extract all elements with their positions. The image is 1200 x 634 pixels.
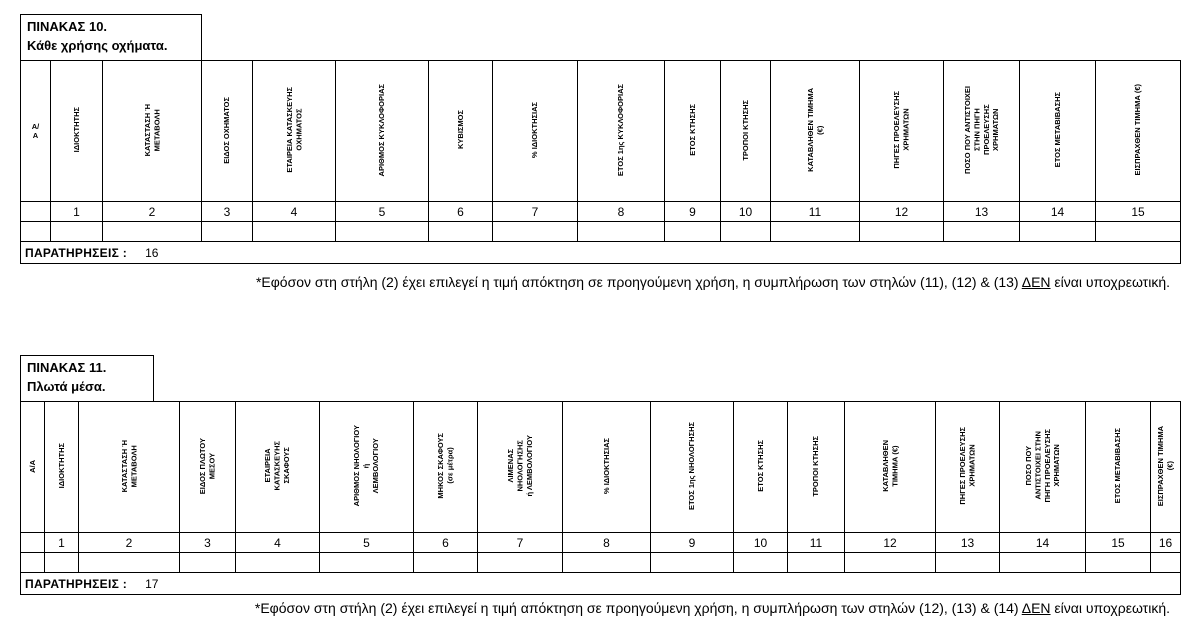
- col-price-received-label: ΕΙΣΠΡΑΧΘΕΝ ΤΙΜΗΜΑ (€): [1156, 425, 1175, 507]
- col-number: 2: [79, 533, 180, 553]
- col-displacement-label: ΚΥΒΙΣΜΟΣ: [455, 110, 465, 150]
- col-number: 3: [202, 202, 253, 222]
- col-vessel-length: [414, 402, 478, 533]
- col-number: 8: [578, 202, 665, 222]
- col-acquisition-year: [665, 61, 721, 202]
- col-transfer-year: [1020, 61, 1096, 202]
- col-ownership-pct: [563, 402, 651, 533]
- col-registry-port: [478, 402, 563, 533]
- table11-entry-row[interactable]: [21, 553, 1181, 573]
- table11-subheading: Πλωτά μέσα.: [27, 379, 106, 394]
- table11-heading: ΠΙΝΑΚΑΣ 11.: [27, 360, 107, 375]
- col-registration-number-label: ΑΡΙΘΜΟΣ ΚΥΚΛΟΦΟΡΙΑΣ: [377, 83, 387, 177]
- col-amount-per-source: [944, 61, 1020, 202]
- entry-cell[interactable]: [1151, 553, 1181, 573]
- col-amount-per-source-label: ΠΟΣΟ ΠΟΥ ΑΝΤΙΣΤΟΙΧΕΙ ΣΤΗΝ ΠΗΓΗ ΠΡΟΕΛΕΥΣΗΣ ΧΡΗΜΑΤΩΝ: [1023, 429, 1061, 503]
- col-acquisition-year: [734, 402, 788, 533]
- col-number: 5: [336, 202, 429, 222]
- entry-cell[interactable]: [734, 553, 788, 573]
- col-price-paid-label: ΚΑΤΑΒΛΗΘΕΝ ΤΙΜΗΜΑ (€): [880, 440, 899, 492]
- col-number: 11: [788, 533, 845, 553]
- remarks-number: 16: [145, 245, 159, 260]
- entry-cell[interactable]: [1020, 222, 1096, 242]
- col-shipbuilder-label: ΕΤΑΙΡΕΙΑ ΚΑΤΑΣΚΕΥΗΣ ΣΚΑΦΟΥΣ: [263, 441, 292, 491]
- col-acquisition-method-label: ΤΡΟΠΟΙ ΚΤΗΣΗΣ: [811, 435, 821, 497]
- col-displacement: [429, 61, 493, 202]
- footnote-text: *Εφόσον στη στήλη (2) έχει επιλεγεί η τιμή απόκτηση σε προηγούμενη χρήση, η συμπλήρωση των στηλών (11), (12) & (13): [255, 274, 1022, 290]
- col-registry-number: [320, 402, 414, 533]
- col-number: 9: [651, 533, 734, 553]
- col-number: 13: [936, 533, 1000, 553]
- table11-footnote: [255, 600, 1170, 616]
- col-status: [79, 402, 180, 533]
- col-aa: [21, 61, 51, 202]
- col-funds-source: [936, 402, 1000, 533]
- col-number: 15: [1096, 202, 1181, 222]
- remarks-number: 17: [145, 576, 159, 591]
- col-amount-per-source-label: ΠΟΣΟ ΠΟΥ ΑΝΤΙΣΤΟΙΧΕΙ ΣΤΗΝ ΠΗΓΗ ΠΡΟΕΛΕΥΣΗΣ ΧΡΗΜΑΤΩΝ: [962, 86, 1000, 174]
- col-number: 16: [1151, 533, 1181, 553]
- entry-cell[interactable]: [1086, 553, 1151, 573]
- entry-cell[interactable]: [771, 222, 860, 242]
- col-number: 14: [1000, 533, 1086, 553]
- entry-cell[interactable]: [429, 222, 493, 242]
- col-ownership-pct-label: % ΙΔΙΟΚΤΗΣΙΑΣ: [530, 101, 540, 159]
- entry-cell[interactable]: [336, 222, 429, 242]
- table10-remarks[interactable]: [21, 242, 1181, 264]
- col-status: [103, 61, 202, 202]
- col-number: 8: [563, 533, 651, 553]
- col-number: 10: [721, 202, 771, 222]
- col-ownership-pct-label: % ΙΔΙΟΚΤΗΣΙΑΣ: [601, 437, 611, 495]
- remarks-label: ΠΑΡΑΤΗΡΗΣΕΙΣ :: [25, 576, 128, 591]
- entry-cell[interactable]: [563, 553, 651, 573]
- entry-cell[interactable]: [45, 553, 79, 573]
- table10-subheading: Κάθε χρήσης οχήματα.: [27, 38, 168, 53]
- entry-cell[interactable]: [236, 553, 320, 573]
- col-price-received: [1151, 402, 1181, 533]
- col-first-circulation-year-label: ΕΤΟΣ 1ης ΚΥΚΛΟΦΟΡΙΑΣ: [616, 83, 626, 177]
- col-number: 5: [320, 533, 414, 553]
- col-acquisition-method-label: ΤΡΟΠΟΙ ΚΤΗΣΗΣ: [740, 99, 750, 161]
- col-vehicle-type-label: ΕΙΔΟΣ ΟΧΗΜΑΤΟΣ: [222, 96, 232, 164]
- entry-cell[interactable]: [845, 553, 936, 573]
- entry-cell[interactable]: [578, 222, 665, 242]
- entry-cell[interactable]: [253, 222, 336, 242]
- footnote-text: *Εφόσον στη στήλη (2) έχει επιλεγεί η τιμή απόκτηση σε προηγούμενη χρήση, η συμπλήρωση των στηλών (12), (13) & (14): [254, 600, 1022, 616]
- table11-remarks[interactable]: [21, 573, 1181, 595]
- entry-cell[interactable]: [21, 553, 45, 573]
- col-ownership-pct: [493, 61, 578, 202]
- table11-title-box: [20, 355, 154, 401]
- col-shipbuilder: [236, 402, 320, 533]
- entry-cell[interactable]: [936, 553, 1000, 573]
- col-first-registration-year-label: ΕΤΟΣ 1ης ΝΗΟΛΟΓΗΣΗΣ: [687, 421, 697, 511]
- col-number: 13: [944, 202, 1020, 222]
- footnote-emphasis: ΔΕΝ: [1021, 600, 1051, 616]
- entry-cell[interactable]: [320, 553, 414, 573]
- col-registry-port-label: ΛΙΜΕΝΑΣ ΝΗΟΛΟΓΗΣΗΣ ή ΛΕΜΒΟΛΟΓΙΟΥ: [505, 435, 534, 497]
- entry-cell[interactable]: [202, 222, 253, 242]
- col-price-paid: [845, 402, 936, 533]
- col-number: 7: [493, 202, 578, 222]
- footnote-text-end: είναι υποχρεωτική.: [1050, 274, 1170, 290]
- col-status-label: ΚΑΤΑΣΤΑΣΗ Ή ΜΕΤΑΒΟΛΗ: [142, 103, 161, 157]
- entry-cell[interactable]: [79, 553, 180, 573]
- footnote-text-end: είναι υποχρεωτική.: [1050, 600, 1170, 616]
- col-number: 11: [771, 202, 860, 222]
- col-funds-source: [860, 61, 944, 202]
- col-number: 12: [845, 533, 936, 553]
- col-transfer-year: [1086, 402, 1151, 533]
- col-registry-number-label: ΑΡΙΘΜΟΣ ΝΗΟΛΟΓΙΟΥ ή ΛΕΜΒΟΛΟΓΙΟΥ: [352, 425, 381, 507]
- col-owner-label: ΙΔΙΟΚΤΗΤΗΣ: [71, 107, 81, 153]
- col-number: 4: [253, 202, 336, 222]
- col-owner: [45, 402, 79, 533]
- col-vehicle-type: [202, 61, 253, 202]
- table10-title-box: [20, 14, 202, 60]
- table11-vessels: [20, 401, 1181, 595]
- entry-cell[interactable]: [665, 222, 721, 242]
- table10-entry-row[interactable]: [21, 222, 1181, 242]
- col-status-label: ΚΑΤΑΣΤΑΣΗ Ή ΜΕΤΑΒΟΛΗ: [119, 439, 138, 493]
- col-transfer-year-label: ΕΤΟΣ ΜΕΤΑΒΙΒΑΣΗΣ: [1052, 92, 1062, 168]
- col-acquisition-method: [788, 402, 845, 533]
- col-number: 1: [45, 533, 79, 553]
- col-vessel-type: [180, 402, 236, 533]
- col-number: 4: [236, 533, 320, 553]
- entry-cell[interactable]: [493, 222, 578, 242]
- entry-cell[interactable]: [414, 553, 478, 573]
- col-number: 3: [180, 533, 236, 553]
- table10-remarks-row: [21, 242, 1181, 264]
- col-price-paid: [771, 61, 860, 202]
- col-aa-label: Α/ Α: [31, 122, 40, 140]
- entry-cell[interactable]: [788, 553, 845, 573]
- entry-cell[interactable]: [103, 222, 202, 242]
- col-number: 6: [414, 533, 478, 553]
- col-amount-per-source: [1000, 402, 1086, 533]
- col-funds-source-label: ΠΗΓΕΣ ΠΡΟΕΛΕΥΣΗΣ ΧΡΗΜΑΤΩΝ: [892, 91, 911, 169]
- entry-cell[interactable]: [721, 222, 771, 242]
- entry-cell[interactable]: [21, 222, 51, 242]
- table10-heading: ΠΙΝΑΚΑΣ 10.: [27, 19, 108, 34]
- col-number: 14: [1020, 202, 1096, 222]
- col-owner-label: ΙΔΙΟΚΤΗΤΗΣ: [56, 443, 66, 489]
- col-number: 7: [478, 533, 563, 553]
- table11-number-row: [21, 533, 1181, 553]
- footnote-emphasis: ΔΕΝ: [1021, 274, 1051, 290]
- entry-cell[interactable]: [51, 222, 103, 242]
- col-number: 9: [665, 202, 721, 222]
- col-manufacturer-label: ΕΤΑΙΡΕΙΑ ΚΑΤΑΣΚΕΥΗΣ ΟΧΗΜΑΤΟΣ: [284, 87, 303, 173]
- entry-cell[interactable]: [478, 553, 563, 573]
- col-owner: [51, 61, 103, 202]
- col-transfer-year-label: ΕΤΟΣ ΜΕΤΑΒΙΒΑΣΗΣ: [1113, 428, 1123, 504]
- table10-number-row: [21, 202, 1181, 222]
- col-vessel-length-label: ΜΗΚΟΣ ΣΚΑΦΟΥΣ (σε μέτρα): [436, 433, 455, 499]
- col-number: 6: [429, 202, 493, 222]
- entry-cell[interactable]: [944, 222, 1020, 242]
- col-first-registration-year: [651, 402, 734, 533]
- col-number: [21, 202, 51, 222]
- col-manufacturer: [253, 61, 336, 202]
- col-vessel-type-label: ΕΙΔΟΣ ΠΛΩΤΟΥ ΜΕΣΟΥ: [198, 437, 217, 495]
- entry-cell[interactable]: [1096, 222, 1181, 242]
- col-number: [21, 533, 45, 553]
- col-price-paid-label: ΚΑΤΑΒΛΗΘΕΝ ΤΙΜΗΜΑ (€): [805, 88, 824, 172]
- col-number: 2: [103, 202, 202, 222]
- table10-footnote: [256, 274, 1170, 290]
- entry-cell[interactable]: [860, 222, 944, 242]
- table10-vehicles: [20, 60, 1181, 264]
- col-funds-source-label: ΠΗΓΕΣ ΠΡΟΕΛΕΥΣΗΣ ΧΡΗΜΑΤΩΝ: [958, 427, 977, 505]
- col-number: 1: [51, 202, 103, 222]
- entry-cell[interactable]: [1000, 553, 1086, 573]
- entry-cell[interactable]: [180, 553, 236, 573]
- col-acquisition-year-label: ΕΤΟΣ ΚΤΗΣΗΣ: [687, 104, 697, 156]
- entry-cell[interactable]: [651, 553, 734, 573]
- remarks-label: ΠΑΡΑΤΗΡΗΣΕΙΣ :: [25, 245, 128, 260]
- col-acquisition-method: [721, 61, 771, 202]
- col-aa: [21, 402, 45, 533]
- table11-remarks-row: [21, 573, 1181, 595]
- col-number: 12: [860, 202, 944, 222]
- col-registration-number: [336, 61, 429, 202]
- col-price-received-label: ΕΙΣΠΡΑΧΘΕΝ ΤΙΜΗΜΑ (€): [1133, 84, 1143, 176]
- col-number: 15: [1086, 533, 1151, 553]
- col-first-circulation-year: [578, 61, 665, 202]
- col-price-received: [1096, 61, 1181, 202]
- col-aa-label: Α/Α: [27, 459, 37, 473]
- col-number: 10: [734, 533, 788, 553]
- col-acquisition-year-label: ΕΤΟΣ ΚΤΗΣΗΣ: [755, 440, 765, 492]
